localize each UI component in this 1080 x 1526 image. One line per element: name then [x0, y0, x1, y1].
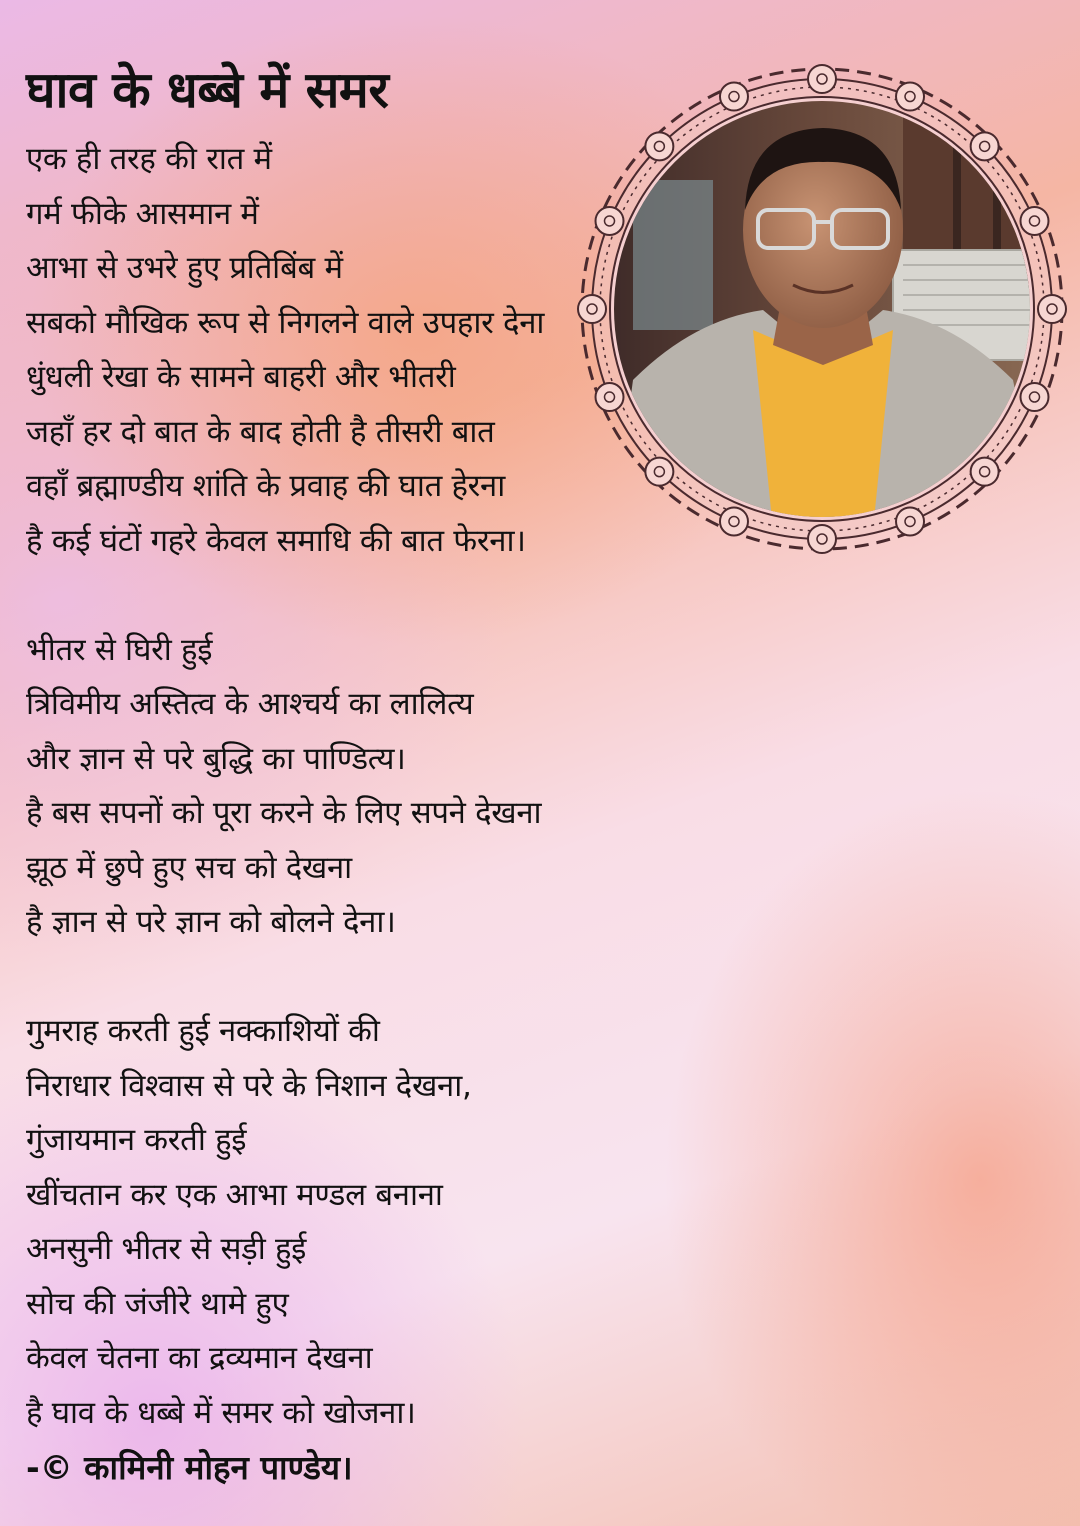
stanza-gap [26, 950, 666, 1005]
poem-line: अनसुनी भीतर से सड़ी हुई [26, 1231, 307, 1267]
poem-line: झूठ में छुपे हुए सच को देखना [26, 849, 352, 886]
stanza-3 [26, 1004, 666, 1440]
poem-line: गुमराह करती हुई नक्काशियों की [26, 1013, 380, 1049]
frame-scallop [645, 132, 673, 160]
poem-line: जहाँ हर दो बात के बाद होती है तीसरी बात [26, 413, 495, 450]
poem-container [26, 58, 666, 1496]
frame-scallop [645, 458, 673, 486]
frame-scallop [1038, 295, 1066, 323]
poem-line: त्रिविमीय अस्तित्व के आश्चर्य का लालित्य [26, 686, 474, 722]
frame-scallop [808, 65, 836, 93]
poem-line: निराधार विश्वास से परे के निशान देखना, [26, 1067, 472, 1104]
poem-line: आभा से उभरे हुए प्रतिबिंब में [26, 250, 343, 286]
poem-line: गुंजायमान करती हुई [26, 1122, 247, 1158]
frame-scallop [971, 132, 999, 160]
poem-line: और ज्ञान से परे बुद्धि का पाण्डित्य। [26, 740, 406, 777]
frame-scallop [1020, 383, 1048, 411]
stanza-gap [26, 568, 666, 623]
author-signature: -© कामिनी मोहन पाण्डेय। [26, 1448, 353, 1487]
frame-scallop [596, 207, 624, 235]
poem-line: वहाँ ब्रह्माण्डीय शांति के प्रवाह की घात हेरना [26, 468, 505, 504]
poem-line: है ज्ञान से परे ज्ञान को बोलने देना। [26, 904, 396, 940]
poem-line: भीतर से घिरी हुई [26, 631, 213, 668]
poem-line: सोच की जंजीरे थामे हुए [26, 1285, 289, 1322]
stanza-1 [26, 132, 666, 568]
poem-line: केवल चेतना का द्रव्यमान देखना [26, 1340, 373, 1376]
poem-line: है घाव के धब्बे में समर को खोजना। [26, 1394, 416, 1431]
frame-scallop [808, 525, 836, 553]
frame-scallop [720, 507, 748, 535]
poem-line: सबको मौखिक रूप से निगलने वाले उपहार देना [26, 304, 545, 341]
poem-line: खींचतान कर एक आभा मण्डल बनाना [26, 1176, 443, 1213]
frame-scallop [578, 295, 606, 323]
poem-line: है बस सपनों को पूरा करने के लिए सपने देखना [26, 795, 542, 831]
frame-scallop [896, 507, 924, 535]
frame-scallop [971, 458, 999, 486]
frame-scallop [1020, 207, 1048, 235]
frame-scallop [720, 83, 748, 111]
poem-line: एक ही तरह की रात में [26, 141, 272, 177]
portrait-frame [573, 60, 1071, 558]
author-portrait [573, 60, 1071, 558]
poem-line: गर्म फीके आसमान में [26, 195, 259, 232]
frame-scallop [596, 383, 624, 411]
frame-scallop [896, 83, 924, 111]
poem-line: धुंधली रेखा के सामने बाहरी और भीतरी [26, 359, 456, 395]
stanza-2 [26, 623, 666, 950]
poem-line: है कई घंटों गहरे केवल समाधि की बात फेरना। [26, 522, 526, 559]
poem-title: घाव के धब्बे में समर [26, 61, 389, 119]
